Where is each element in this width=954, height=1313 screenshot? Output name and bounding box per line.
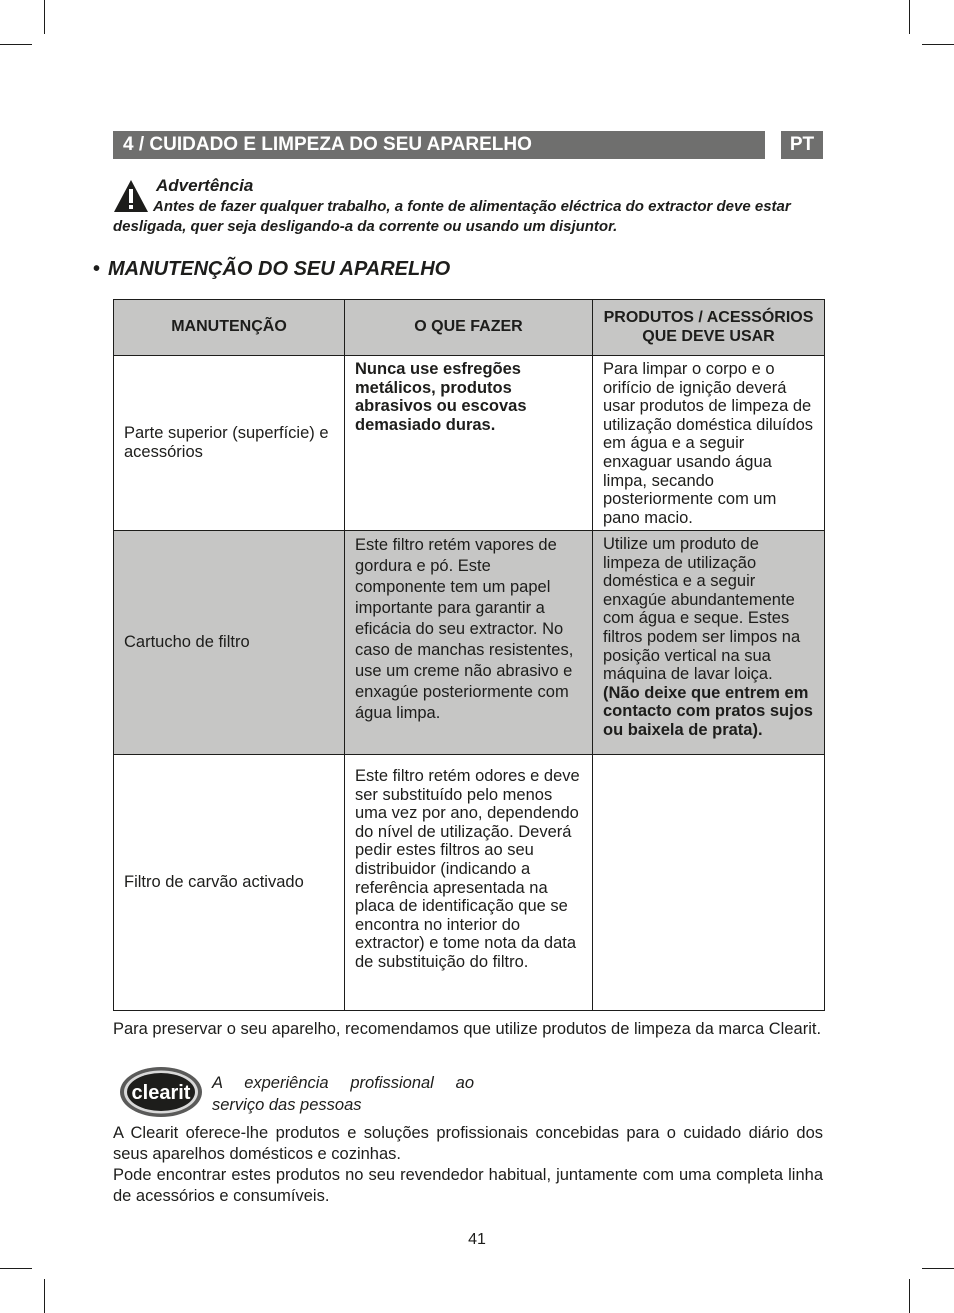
- paragraph-where-to-buy: Pode encontrar estes produtos no seu revendedor habitual, juntamente com uma completa linha de acessórios e consumíveis.: [113, 1166, 823, 1205]
- crop-mark: [44, 1279, 45, 1313]
- page-number: 41: [468, 1231, 486, 1248]
- warning-title: Advertência: [156, 176, 254, 195]
- row-products-text: Para limpar o corpo e o orifício de ignição deverá usar produtos de limpeza de utilização doméstica diluídos em água e a seguir enxaguar usando água limpa, secando posteriormente com um pano macio.: [603, 360, 814, 527]
- language-badge: PT: [781, 131, 823, 159]
- row-todo-text: Este filtro retém odores e deve ser substituído pelo menos uma vez por ano, dependendo do nível de utilização. Deverá pedir estes filtros ao seu distribuidor (indicando a referência apresentada na placa de identificação que se encontra no interior do extractor) e tome nota da data de substituição do filtro.: [355, 767, 580, 971]
- row-todo: [345, 755, 593, 1011]
- row-products-text: [603, 755, 814, 759]
- crop-mark: [0, 44, 32, 45]
- crop-mark: [922, 1268, 954, 1269]
- crop-mark: [909, 1279, 910, 1313]
- row-todo-text: Este filtro retém vapores de gordura e pó. Este componente tem um papel importante para garantir a eficácia do seu extractor. No caso de manchas resistentes, use um creme não abrasivo e enxagúe posteriormente com água limpa.: [355, 536, 574, 722]
- row-products: [593, 356, 825, 531]
- paragraph-clearit-offer: A Clearit oferece-lhe produtos e soluções profissionais concebidas para o cuidado diário dos seus aparelhos domésticos e cozinhas.: [113, 1124, 823, 1163]
- crop-mark: [0, 1268, 32, 1269]
- crop-mark: [922, 44, 954, 45]
- chapter-title: 4 / CUIDADO E LIMPEZA DO SEU APARELHO: [113, 131, 765, 159]
- table-header-row: [114, 300, 825, 356]
- table-row: [114, 531, 825, 755]
- header-products: PRODUTOS / ACESSÓRIOS QUE DEVE USAR: [593, 300, 825, 356]
- row-name: Parte superior (superfície) e acessórios: [114, 356, 345, 531]
- row-products-text: Utilize um produto de limpeza de utilização doméstica e a seguir enxagúe abundantemente com água e seque. Estes filtros podem ser limpos na posição vertical na sua máquina de lavar loiça.: [603, 535, 801, 684]
- row-todo-text: Nunca use esfregões metálicos, produtos abrasivos ou escovas demasiado duras.: [355, 360, 527, 434]
- maintenance-table: [113, 299, 825, 1011]
- header-maintenance: MANUTENÇÃO: [114, 300, 345, 356]
- row-products: [593, 755, 825, 1011]
- paragraph-recommendation: Para preservar o seu aparelho, recomendamos que utilize produtos de limpeza da marca Clearit.: [113, 1020, 822, 1038]
- section-heading: [93, 258, 450, 281]
- header-what-to-do: O QUE FAZER: [345, 300, 593, 356]
- row-name: Filtro de carvão activado: [114, 755, 345, 1011]
- warning-text: Antes de fazer qualquer trabalho, a fonte de alimentação eléctrica do extractor deve estar desligada, quer seja desligando-a da corrente ou usando um disjuntor.: [113, 198, 791, 235]
- logo-text: clearit: [131, 1082, 191, 1104]
- row-products: [593, 531, 825, 755]
- table-row: [114, 356, 825, 531]
- table-row: [114, 755, 825, 1011]
- crop-mark: [909, 0, 910, 34]
- bullet: •: [93, 258, 101, 280]
- row-todo: [345, 356, 593, 531]
- row-name: Cartucho de filtro: [114, 531, 345, 755]
- row-products-bold: (Não deixe que entrem em contacto com pratos sujos ou baixela de prata).: [603, 683, 813, 739]
- section-title: MANUTENÇÃO DO SEU APARELHO: [108, 258, 451, 280]
- clearit-logo: [119, 1066, 203, 1118]
- crop-mark: [44, 0, 45, 34]
- row-todo: [345, 531, 593, 755]
- brand-slogan: A experiência profissional ao serviço das pessoas: [212, 1074, 474, 1114]
